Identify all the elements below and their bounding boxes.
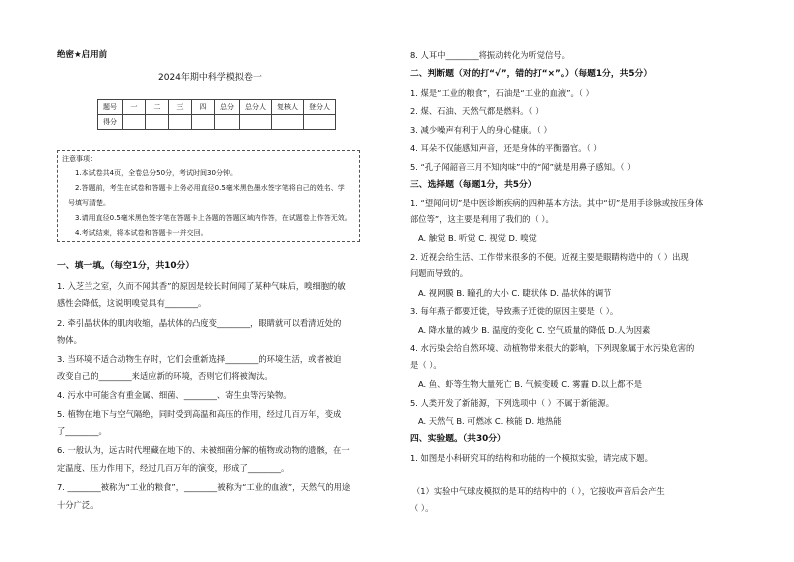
notes-item: 号填写清楚。 — [68, 199, 110, 207]
score-cell: 登分人 — [304, 100, 336, 115]
notes-item: 3.请用直径0.5毫米黑色签字笔在答题卡上各题的答题区域内作答，在试题卷上作答无效。 — [75, 214, 352, 222]
choice-line: 4. 水污染会给自然环境、动植物带来很大的影响，下列现象属于水污染危害的 — [410, 343, 695, 353]
choice-options: A. 降水量的减少 B. 温度的变化 C. 空气质量的降低 D.人为因素 — [418, 325, 651, 335]
question-line: 1. 入芝兰之室，久而不闻其香”的原因是较长时间闻了某种气味后，嗅细胞的敏 — [57, 281, 346, 291]
score-cell: 复核人 — [272, 100, 304, 115]
choice-options: A. 视网膜 B. 瞳孔的大小 C. 睫状体 D. 晶状体的调节 — [418, 288, 612, 298]
judge-item: 2. 煤、石油、天然气都是燃料。（ ） — [410, 106, 544, 116]
notes-item: 4.考试结束，将本试卷和答题卡一并交回。 — [75, 229, 208, 237]
judge-item: 5. “孔子闻韶音三月不知肉味”中的“闻”就是用鼻子感知。（ ） — [410, 162, 636, 172]
score-cell: 三 — [169, 100, 192, 115]
question-line: 7. ________被称为“工业的粮食”，________被称为“工业的血液”，天然气的用途 — [57, 482, 351, 492]
score-cell: 总分 — [215, 100, 240, 115]
section1-heading: 一、填一填。（每空1分，共10分） — [57, 261, 195, 271]
judge-item: 3. 减少噪声有利于人的身心健康。（ ） — [410, 125, 552, 135]
question-line: 定温度、压力作用下，经过几百万年的演变，形成了________。 — [57, 463, 290, 473]
notes-item: 2.答题前，考生在试卷和答题卡上务必用直径0.5毫米黑色墨水签字笔将自己的姓名、学 — [75, 184, 345, 192]
section2-heading: 二、判断题（对的打“√”，错的打“×”。）（每题1分，共5分） — [410, 69, 653, 79]
notes-item: 1.本试卷共4页，全卷总分50分，考试时间30分钟。 — [75, 169, 237, 177]
score-cell[interactable] — [240, 115, 272, 130]
score-table — [97, 99, 336, 130]
judge-item: 4. 耳朵不仅能感知声音，还是身体的平衡器官。（ ） — [410, 143, 602, 153]
section3-heading: 三、选择题（每题1分，共5分） — [410, 180, 537, 190]
question-line: 5. 植物在地下与空气隔绝，同时受到高温和高压的作用，经过几百万年，变成 — [57, 409, 342, 419]
confidential-label: 绝密★启用前 — [57, 50, 108, 60]
score-cell: 二 — [146, 100, 169, 115]
question-line: 十分广泛。 — [57, 500, 99, 510]
choice-line: 部位等”，这主要是利用了我们的（ ）。 — [410, 214, 554, 224]
notes-title: 注意事项： — [62, 155, 97, 163]
experiment-line: 1. 如图是小科研究耳的结构和功能的一个模拟实验，请完成下题。 — [410, 453, 653, 463]
notes-box — [57, 150, 360, 242]
choice-line: 是（ ）。 — [410, 360, 442, 370]
question-line: 3. 当环境不适合动物生存时，它们会重新选择________的环境生活，或者被迫 — [57, 354, 342, 364]
experiment-line: （1）实验中气球皮模拟的是耳的结构中的（ ），它接收声音后会产生 — [412, 486, 665, 496]
score-cell: 题号 — [98, 100, 123, 115]
choice-line: 5. 人类开发了新能源，下列选项中（ ）不属于新能源。 — [410, 398, 615, 408]
page-title: 2024年期中科学模拟卷一 — [158, 73, 262, 83]
choice-options: A. 鱼、虾等生物大量死亡 B. 气候变暖 C. 雾霾 D.以上都不是 — [418, 379, 643, 389]
score-table-header-row — [98, 100, 336, 115]
question-line: 物体。 — [57, 335, 82, 345]
choice-line: 2. 近视会给生活、工作带来很多的不便。近视主要是眼睛构造中的（ ）出现 — [410, 252, 689, 262]
section4-heading: 四、实验题。（共30分） — [410, 434, 506, 444]
score-cell[interactable] — [169, 115, 192, 130]
score-table-score-row — [98, 115, 336, 130]
question-line: 感性会降低，这说明嗅觉具有________。 — [57, 298, 207, 308]
score-cell[interactable] — [304, 115, 336, 130]
experiment-line: （ ）。 — [410, 503, 434, 513]
score-cell[interactable] — [272, 115, 304, 130]
choice-options: A. 天然气 B. 可燃冰 C. 核能 D. 地热能 — [418, 416, 562, 426]
choice-line: 1. “望闻问切”是中医诊断疾病的四种基本方法。其中“切”是用手诊脉或按压身体 — [410, 198, 704, 208]
choice-options: A. 触觉 B. 听觉 C. 视觉 D. 嗅觉 — [418, 233, 537, 243]
question-line: 8. 人耳中________将振动转化为听觉信号。 — [410, 50, 570, 60]
score-cell: 总分人 — [240, 100, 272, 115]
question-line: 2. 牵引晶状体的肌肉收缩，晶状体的凸度变________，眼睛就可以看清近处的 — [57, 318, 342, 328]
question-line: 改变自己的________来适应新的环境，否则它们将被淘汰。 — [57, 371, 273, 381]
score-cell: 得分 — [98, 115, 123, 130]
question-line: 6. 一般认为，远古时代埋藏在地下的、未被细菌分解的植物或动物的遗骸，在一 — [57, 445, 350, 455]
question-line: 4. 污水中可能含有重金属、细菌、________、寄生虫等污染物。 — [57, 390, 292, 400]
score-cell[interactable] — [215, 115, 240, 130]
score-cell[interactable] — [123, 115, 146, 130]
score-cell: 一 — [123, 100, 146, 115]
choice-line: 问题而导致的。 — [410, 268, 469, 278]
score-cell[interactable] — [192, 115, 215, 130]
judge-item: 1. 煤是“工业的粮食”，石油是“工业的血液”。（ ） — [410, 88, 594, 98]
choice-line: 3. 每年燕子都要迁徙，导致燕子迁徙的原因主要是（ ）。 — [410, 306, 619, 316]
score-cell[interactable] — [146, 115, 169, 130]
question-line: 了________。 — [57, 426, 107, 436]
score-cell: 四 — [192, 100, 215, 115]
